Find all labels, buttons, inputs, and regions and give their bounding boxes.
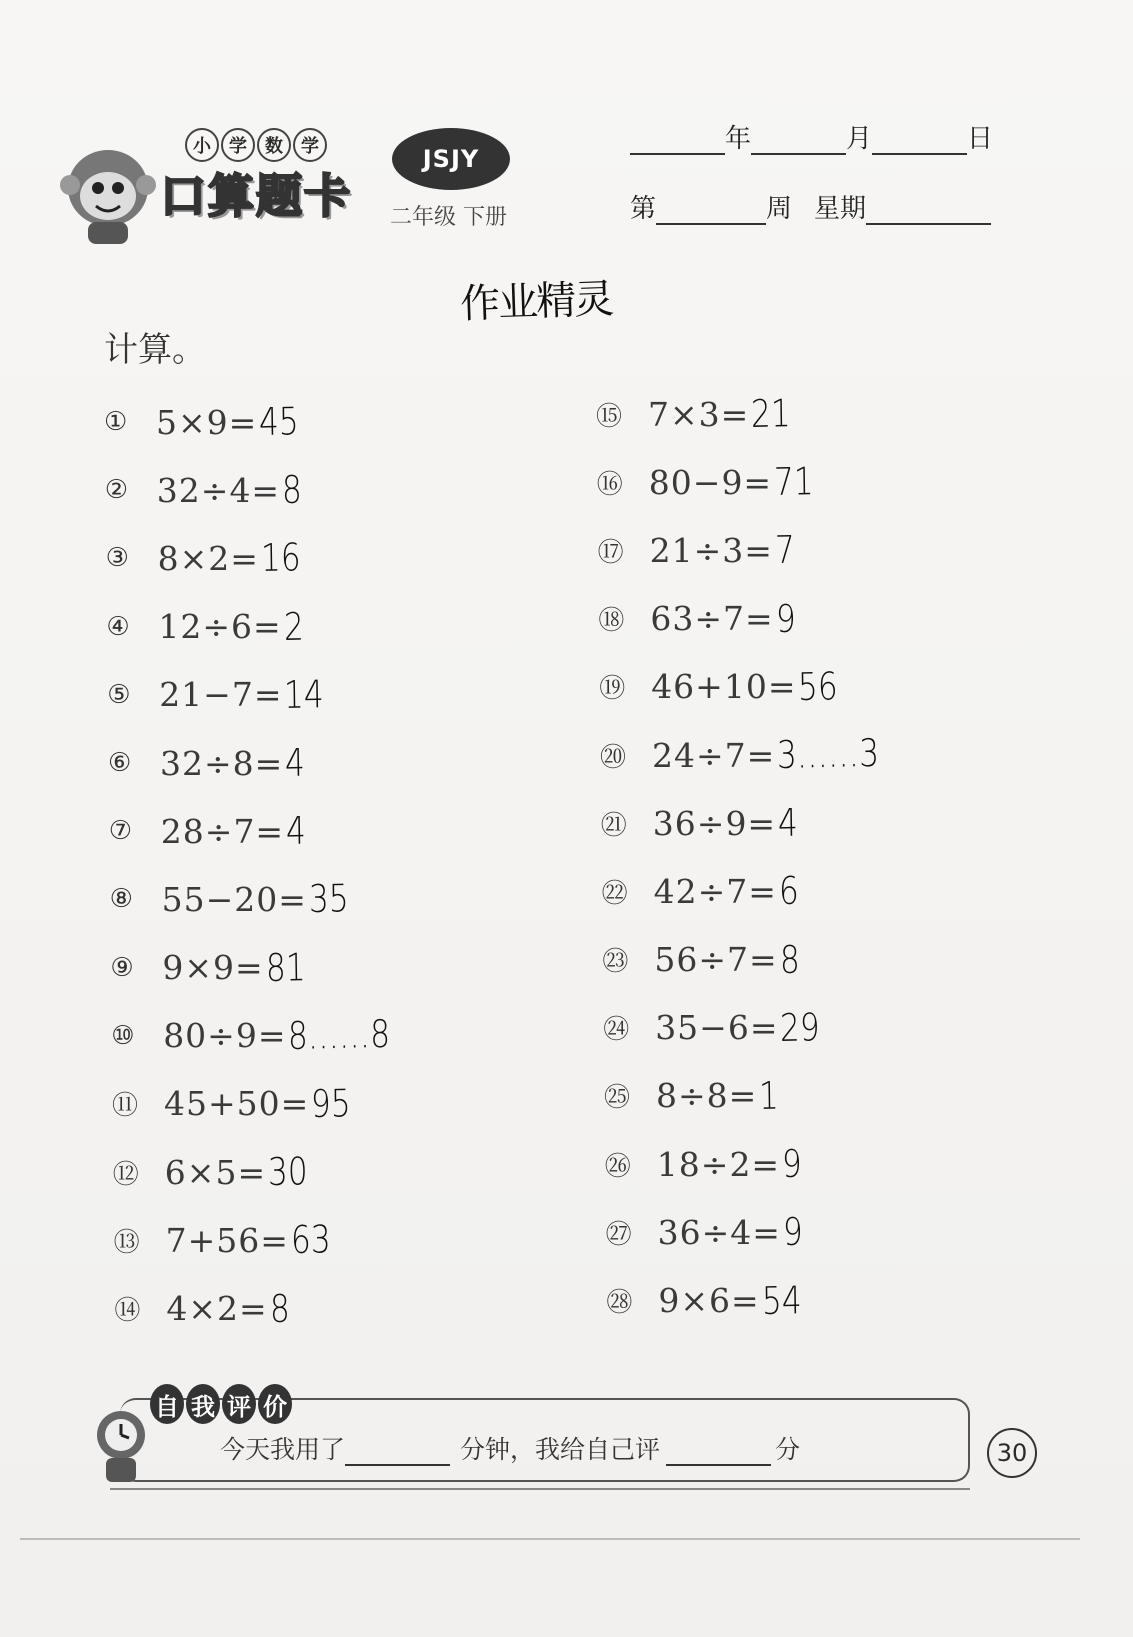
problem-number: ① [104,407,128,438]
problem-item [605,1130,902,1198]
handwritten-answer: 71 [773,459,815,505]
handwritten-answer: 8 [779,937,800,982]
problem-expression: 5×9= [156,402,258,442]
problem-number: ㉖ [604,1151,631,1182]
publisher-code-badge: JSJY [392,128,510,190]
problem-number: ⑤ [107,679,131,710]
handwritten-answer: 3……3 [776,730,880,778]
handwritten-answer: 14 [284,672,325,717]
problem-number: ⑭ [114,1296,141,1327]
problem-number: ㉑ [600,810,627,841]
handwritten-answer: 8……8 [288,1011,391,1058]
handwritten-answer: 54 [761,1277,802,1323]
problem-item [105,456,413,524]
problem-item [603,994,901,1062]
problem-number: ⑬ [113,1227,140,1258]
handwritten-answer: 30 [267,1149,309,1195]
problem-item [599,653,901,721]
problem-number: ⑮ [596,401,623,432]
problem-number: ⑥ [108,748,132,779]
problem-item [606,1198,902,1266]
year-blank[interactable] [630,123,725,155]
problem-item [600,721,902,789]
problem-expression: 7×3= [648,394,750,434]
handwritten-answer: 45 [258,399,300,445]
problem-expression: 28÷7= [160,811,285,851]
problem-item [107,661,413,729]
problem-expression: 42÷7= [653,871,777,911]
handwritten-answer: 56 [798,664,839,709]
problem-item [598,516,902,584]
problem-number: ⑯ [596,469,623,500]
problem-number: ② [104,475,129,506]
problem-item [111,1002,413,1070]
problem-number: ㉓ [602,947,629,978]
brand-title: 口算题卡 [160,169,352,223]
score-blank[interactable] [666,1434,771,1466]
problem-expression: 56÷7= [654,940,778,980]
problem-number: ㉘ [606,1288,633,1319]
problem-item [606,1266,901,1334]
handwritten-answer: 4 [284,740,306,786]
problem-expression: 24÷7= [652,735,776,775]
problem-item [110,934,412,1002]
problem-item [110,865,413,933]
handwritten-answer: 2 [283,604,304,649]
problem-expression: 7+56= [165,1220,289,1260]
problem-expression: 63÷7= [650,599,774,639]
problem-expression: 55−20= [161,879,307,919]
day-blank[interactable] [872,123,967,155]
week-number-blank[interactable] [656,193,766,225]
problem-expression: 12÷6= [158,607,282,647]
handwritten-answer: 95 [310,1081,352,1126]
problem-item [602,926,901,994]
problem-number: ㉒ [601,878,628,909]
problem-expression: 9×6= [658,1281,760,1321]
handwritten-answer: 9 [781,1141,803,1187]
problem-item [602,857,902,925]
problem-item [114,1274,412,1342]
problem-number: ⑦ [108,816,133,847]
problem-expression: 46+10= [651,667,797,707]
handwritten-answer: 81 [265,944,306,990]
self-eval-line: 今天我用了 分钟，我给自己评 分 [220,1435,801,1464]
week-fields: 第 周 星期 [630,188,991,225]
problem-expression: 9×9= [162,948,264,988]
problem-expression: 4×2= [166,1289,268,1329]
handwritten-title: 作业精灵 [459,276,613,328]
problem-expression: 21÷3= [649,530,773,570]
problem-number: ⑫ [112,1159,139,1190]
problem-number: ⑪ [112,1091,139,1122]
month-blank[interactable] [751,123,846,155]
problem-item [601,789,902,857]
problem-item [598,585,901,653]
problem-number: ㉔ [603,1015,630,1046]
page-bottom-rule [20,1538,1080,1540]
minutes-blank[interactable] [345,1434,450,1466]
clock-mascot-icon [86,1400,156,1490]
page-number: 30 [987,1428,1037,1478]
handwritten-answer: 8 [269,1286,290,1331]
problem-item [106,524,413,592]
problem-expression: 36÷4= [657,1212,781,1252]
problem-expression: 45+50= [164,1084,310,1124]
problem-item [112,1070,413,1138]
problem-expression: 32÷4= [156,470,281,510]
problem-item [106,593,412,661]
handwritten-answer: 29 [780,1004,821,1050]
handwritten-answer: 21 [750,391,792,437]
problem-expression: 80−9= [648,462,773,502]
problem-number: ③ [105,543,129,574]
problem-expression: 80÷9= [163,1016,287,1056]
handwritten-answer: 8 [281,467,303,513]
handwritten-answer: 63 [290,1217,331,1263]
problem-number: ⑩ [111,1020,135,1051]
problem-item [597,448,902,516]
footer-rule [110,1488,970,1490]
handwritten-answer: 4 [285,808,307,854]
problem-item [604,1062,902,1130]
self-eval-title: 自 我 评 价 [150,1384,292,1424]
problem-item [114,1206,413,1274]
handwritten-answer: 6 [778,868,800,914]
problem-number: ⑲ [599,674,626,705]
problem-item [104,388,413,456]
problem-number: ⑨ [110,952,134,983]
weekday-blank[interactable] [866,193,991,225]
problem-number: ⑰ [597,537,624,568]
problem-number: ⑧ [109,884,133,915]
problem-item [108,729,413,797]
problem-item [596,380,902,448]
problem-expression: 8÷8= [656,1076,758,1116]
handwritten-answer: 9 [775,596,796,641]
problem-number: ④ [106,611,130,642]
problem-number: ㉗ [605,1219,632,1250]
problem-item [113,1138,413,1206]
problem-expression: 8×2= [157,538,259,578]
problem-number: ⑳ [600,742,627,773]
problem-column-right [596,380,902,1335]
problem-expression: 36÷9= [652,803,777,843]
brand-subtitle: 小 学 数 学 [185,128,327,162]
problem-expression: 35−6= [655,1008,779,1048]
problem-expression: 6×5= [164,1152,267,1192]
date-fields: 年 月 日 [630,118,993,155]
grade-label: 二年级 下册 [390,205,507,230]
instruction-text: 计算。 [104,330,206,370]
problem-expression: 21−7= [159,675,283,715]
handwritten-answer: 1 [758,1073,780,1118]
problem-number: ⑱ [598,606,625,637]
handwritten-answer: 35 [308,876,349,922]
problem-expression: 18÷2= [656,1144,781,1184]
handwritten-answer: 16 [260,535,301,581]
problem-column-left [104,388,413,1343]
problem-expression: 32÷8= [160,743,284,783]
handwritten-answer: 7 [774,528,796,573]
problem-number: ㉕ [604,1083,631,1114]
problem-item [109,797,413,865]
handwritten-answer: 4 [777,800,799,846]
handwritten-answer: 9 [782,1209,804,1255]
